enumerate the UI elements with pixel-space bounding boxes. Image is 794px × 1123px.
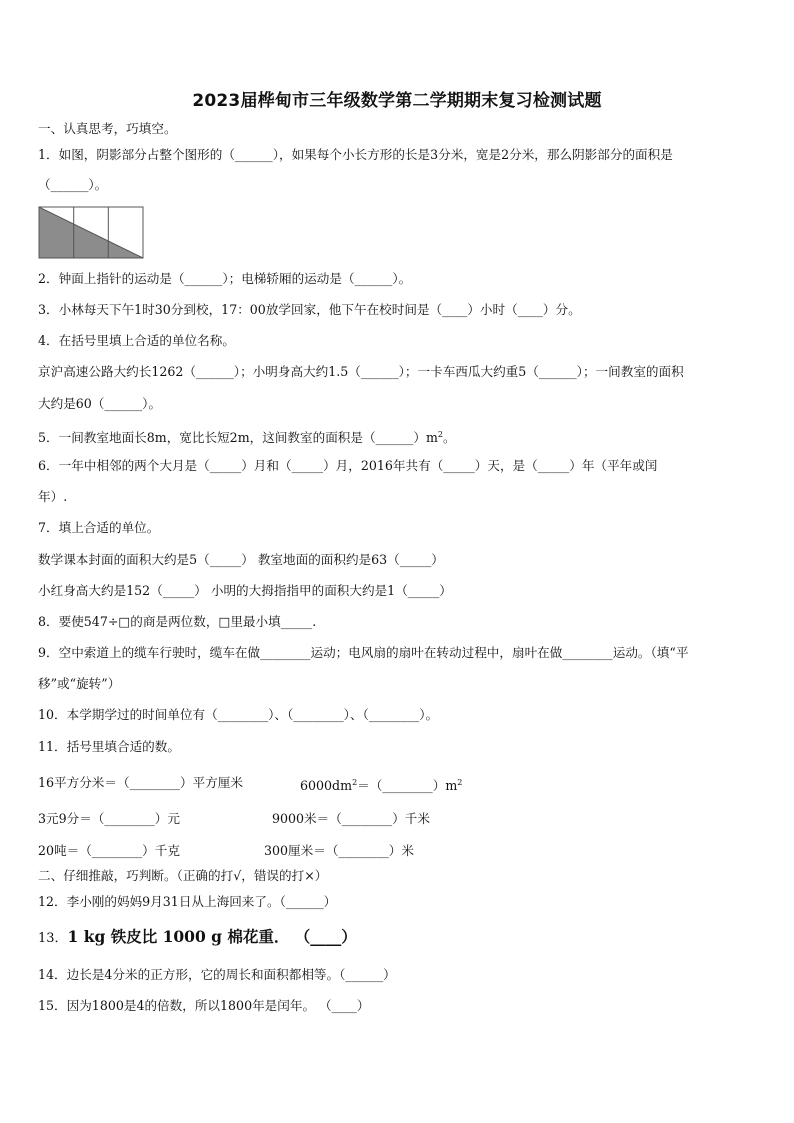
- question-11-item-2-text: 6000dm: [300, 778, 353, 794]
- question-4-line-b: 大约是60（______）。: [38, 396, 162, 411]
- question-3: 3．小林每天下午1时30分到校，17：00放学回家，他下午在校时间是（____）小时（____）分。: [38, 302, 581, 317]
- question-5: [38, 427, 456, 446]
- question-2: 2．钟面上指针的运动是（______）；电梯轿厢的运动是（______）。: [38, 271, 412, 286]
- question-6-line-1: 6．一年中相邻的两个大月是（_____）月和（_____）月，2016年共有（_____）天，是（_____）年（平年或闰: [38, 458, 658, 473]
- question-5-superscript: 2: [437, 430, 443, 439]
- question-4: 4．在括号里填上合适的单位名称。: [38, 333, 235, 348]
- question-9-line-1: 9．空中索道上的缆车行驶时，缆车在做________运动；电风扇的扇叶在转动过程中，扇叶在做________运动。（填“平: [38, 645, 689, 660]
- question-11-item-3: 3元9分＝（________）元: [38, 811, 180, 826]
- question-11-item-1: 16平方分米＝（________）平方厘米: [38, 775, 243, 790]
- question-12: 12．李小刚的妈妈9月31日从上海回来了。（______）: [38, 894, 337, 909]
- question-8: 8．要使547÷□的商是两位数，□里最小填_____.: [38, 614, 317, 629]
- question-10: 10．本学期学过的时间单位有（________）、（________）、（________）。: [38, 707, 439, 722]
- question-11-item-2-superscript: 2: [352, 778, 358, 787]
- question-11-item-6: 300厘米＝（________）米: [264, 843, 414, 858]
- question-9-line-2: 移”或“旋转”）: [38, 676, 121, 691]
- section-heading-fill-in: 一、认真思考，巧填空。: [38, 121, 177, 136]
- question-5-end: 。: [443, 430, 456, 446]
- question-11-item-5: 20吨＝（________）千克: [38, 843, 180, 858]
- question-11: 11．括号里填合适的数。: [38, 739, 180, 754]
- question-13: [38, 929, 357, 947]
- question-11-item-2: [300, 775, 462, 794]
- question-4-line-a: 京沪高速公路大约长1262（______）；小明身高大约1.5（______）；一卡车西瓜大约重5（______）；一间教室的面积: [38, 364, 684, 379]
- page-title: 2023届桦甸市三年级数学第二学期期末复习检测试题: [192, 91, 602, 111]
- section-heading-judge: 二、仔细推敲，巧判断。（正确的打√，错误的打×）: [38, 868, 328, 883]
- question-7-line-a: 数学课本封面的面积大约是5（_____） 教室地面的面积约是63（_____）: [38, 552, 444, 567]
- question-7: 7．填上合适的单位。: [38, 520, 160, 535]
- question-13-text: 1 kg 铁皮比 1000 g 棉花重． （____）: [67, 927, 357, 946]
- question-11-item-4: 9000米＝（________）千米: [272, 811, 430, 826]
- question-11-item-2-superscript-2: 2: [457, 778, 463, 787]
- question-15: 15．因为1800是4的倍数，所以1800年是闰年。 （____）: [38, 998, 370, 1013]
- question-1-line-1: 1．如图，阴影部分占整个图形的（______），如果每个小长方形的长是3分米，宽是2分米，那么阴影部分的面积是: [38, 147, 673, 162]
- question-14: 14．边长是4分米的正方形，它的周长和面积都相等。（______）: [38, 967, 396, 982]
- question-1-line-2: （______）。: [38, 177, 108, 192]
- question-5-text: 5．一间教室地面长8m，宽比长短2m，这间教室的面积是（______）m: [38, 430, 438, 446]
- question-11-item-2-end: ＝（________）m: [357, 778, 458, 794]
- question-6-line-2: 年）.: [38, 489, 68, 504]
- question-7-line-b: 小红身高大约是152（_____） 小明的大拇指指甲的面积大约是1（_____）: [38, 583, 452, 598]
- question-13-number: 13．: [38, 931, 68, 946]
- shaded-rectangle-figure: [38, 206, 146, 260]
